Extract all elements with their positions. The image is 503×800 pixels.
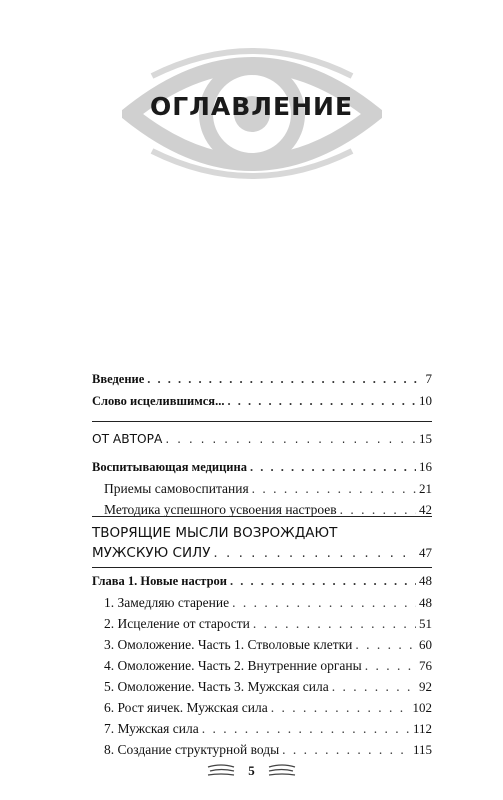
toc-entry-page: 48 — [419, 573, 432, 588]
right-ornament-icon — [267, 763, 297, 779]
page-footer — [0, 762, 503, 780]
leader-dots — [271, 697, 410, 718]
toc-entry-page: 115 — [412, 742, 432, 757]
toc-entry — [92, 390, 432, 412]
table-of-contents — [92, 368, 432, 412]
toc-entry-label: 2. Исцеление от старости — [104, 616, 250, 631]
toc-entry-label: Воспитывающая медицина — [92, 460, 247, 474]
leader-dots — [232, 592, 416, 613]
toc-entry — [92, 613, 432, 634]
toc-entry-page: 51 — [419, 616, 432, 631]
toc-entry-label: 1. Замедляю старение — [104, 595, 230, 610]
toc-entry-page: 48 — [419, 595, 432, 610]
toc-entry-page: 7 — [425, 371, 432, 386]
page-number: 5 — [248, 763, 255, 779]
toc-chapter — [92, 570, 432, 760]
toc-entry-page: 60 — [419, 637, 432, 652]
divider — [92, 421, 432, 422]
toc-entry-label: 7. Мужская сила — [104, 721, 199, 736]
toc-entry-label: 4. Омоложение. Часть 2. Внутренние органы — [104, 658, 362, 673]
toc-entry-label: ОТ АВТОРА — [92, 432, 163, 446]
toc-entry — [92, 634, 432, 655]
toc-entry-page: 102 — [412, 700, 432, 715]
page-title: ОГЛАВЛЕНИЕ — [149, 92, 354, 121]
left-ornament-icon — [206, 763, 236, 779]
toc-entry-page: 76 — [419, 658, 432, 673]
toc-entry — [92, 718, 432, 739]
toc-entry-page: 92 — [419, 679, 432, 694]
toc-entry-page: 16 — [419, 459, 432, 474]
leader-dots — [250, 457, 416, 478]
toc-entry — [92, 478, 432, 499]
section-title-line1: ТВОРЯЩИЕ МЫСЛИ ВОЗРОЖДАЮТ — [92, 525, 338, 541]
toc-entry — [92, 739, 432, 760]
toc-entry-label: 5. Омоложение. Часть 3. Мужская сила — [104, 679, 329, 694]
toc-entry — [92, 368, 432, 390]
leader-dots — [252, 478, 416, 499]
leader-dots — [213, 543, 416, 564]
toc-entry — [92, 592, 432, 613]
leader-dots — [147, 369, 422, 390]
toc-author-group — [92, 428, 432, 520]
toc-entry-label: 6. Рост яичек. Мужская сила — [104, 700, 268, 715]
toc-entry-label: 3. Омоложение. Часть 1. Стволовые клетки — [104, 637, 353, 652]
toc-entry — [92, 456, 432, 478]
leader-dots — [230, 571, 416, 592]
leader-dots — [202, 718, 410, 739]
toc-entry-page: 112 — [412, 721, 432, 736]
leader-dots — [253, 613, 416, 634]
toc-entry — [92, 697, 432, 718]
toc-entry-label: Приемы самовоспитания — [104, 481, 249, 496]
toc-section — [92, 524, 432, 564]
toc-entry-page: 42 — [419, 502, 432, 517]
toc-entry-label: Глава 1. Новые настрои — [92, 574, 227, 588]
toc-entry-page: 21 — [419, 481, 432, 496]
leader-dots — [227, 391, 416, 412]
divider — [92, 516, 432, 517]
toc-entry — [92, 542, 432, 564]
toc-entry-label: Методика успешного усвоения настроев — [104, 502, 337, 517]
toc-entry — [92, 570, 432, 592]
toc-entry-page: 47 — [419, 545, 432, 560]
toc-entry-label: Введение — [92, 372, 145, 386]
toc-entry-label: 8. Создание структурной воды — [104, 742, 280, 757]
divider — [92, 567, 432, 568]
leader-dots — [332, 676, 416, 697]
leader-dots — [355, 634, 416, 655]
section-title-line2: МУЖСКУЮ СИЛУ — [92, 545, 211, 561]
toc-entry-page: 15 — [419, 431, 432, 446]
toc-entry — [92, 428, 432, 450]
toc-entry — [92, 676, 432, 697]
toc-entry-label: Слово исцелившимся... — [92, 394, 225, 408]
leader-dots — [365, 655, 416, 676]
toc-entry-page: 10 — [419, 393, 432, 408]
leader-dots — [282, 739, 410, 760]
toc-entry — [92, 655, 432, 676]
leader-dots — [165, 429, 416, 450]
